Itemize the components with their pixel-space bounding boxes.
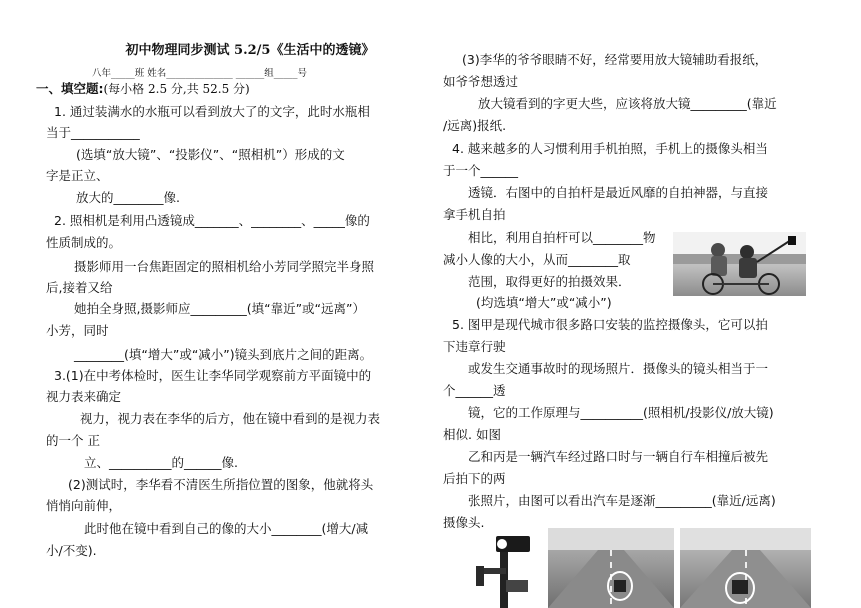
surveillance-camera-image xyxy=(466,530,546,608)
q2-line: 性质制成的。 xyxy=(46,235,122,250)
q4-line: 拿手机自拍 xyxy=(443,207,506,222)
q3-line: 小/不变). xyxy=(46,543,97,558)
q5-line: 或发生交通事故时的现场照片．摄像头的镜头相当于一 xyxy=(468,361,769,376)
q1-line: 1. 通过装满水的水瓶可以看到放大了的文字，此时水瓶相 xyxy=(54,104,370,119)
selfie-stick-photo xyxy=(673,232,806,296)
q2-line: ________(填“增大”或“减小”)镜头到底片之间的距离。 xyxy=(74,347,373,362)
q3-3-line: (3)李华的爷爷眼睛不好，经常要用放大镜辅助看报纸， xyxy=(462,52,768,67)
q5-line: 乙和丙是一辆汽车经过路口时与一辆自行车相撞后被先 xyxy=(468,449,769,464)
student-info-line: 八年_____班 姓名______________ ______组_____号 xyxy=(92,68,308,79)
q2-line: 她拍全身照,摄影师应_________(填“靠近”或“远离”） xyxy=(74,301,366,316)
q5-line: 下违章行驶 xyxy=(443,339,506,354)
q1-line: 放大的________像. xyxy=(76,190,180,205)
q3-3-line: 放大镜看到的字更大些，应该将放大镜_________(靠近 xyxy=(478,96,777,111)
q3-line: 视力表来确定 xyxy=(46,389,122,404)
q3-line: 3.(1)在中考体检时，医生让李华同学观察前方平面镜中的 xyxy=(54,368,372,383)
q1-line: (选填“放大镜”、“投影仪”、“照相机”）形成的文 xyxy=(76,147,345,162)
q4-line: 减小人像的大小，从而________取 xyxy=(443,252,631,267)
q4-line: 透镜．右图中的自拍杆是最近风靡的自拍神器，与直接 xyxy=(468,185,769,200)
q3-line: 此时他在镜中看到自己的像的大小________(增大/减 xyxy=(84,521,369,536)
section-score-note: (每小格 2.5 分,共 52.5 分) xyxy=(103,82,250,96)
q4-line: 于一个______ xyxy=(443,163,519,178)
q2-line: 后,接着又给 xyxy=(46,280,113,295)
q5-line: 镜，它的工作原理与__________(照相机/投影仪/放大镜) xyxy=(468,405,774,420)
worksheet-title: 初中物理同步测试 5.2/5《生活中的透镜》 xyxy=(125,43,375,58)
q1-line: 字是正立、 xyxy=(46,168,109,183)
traffic-photo-1 xyxy=(548,528,674,608)
q2-line: 2. 照相机是利用凸透镜成_______、________、_____像的 xyxy=(54,213,370,228)
q5-line: 张照片，由图可以看出汽车是逐渐_________(靠近/远离) xyxy=(468,493,776,508)
q3-line: 的一个 正 xyxy=(46,433,100,448)
q3-line: 立、__________的______像. xyxy=(84,455,238,470)
q4-line: (均选填“增大”或“减小”) xyxy=(476,295,612,310)
q3-line: 悄悄向前伸， xyxy=(46,498,122,513)
q3-3-line: 如爷爷想透过 xyxy=(443,74,519,89)
q4-line: 4. 越来越多的人习惯利用手机拍照，手机上的摄像头相当 xyxy=(452,141,768,156)
q2-line: 小芳，同时 xyxy=(46,323,109,338)
q5-line: 相似. 如图 xyxy=(443,427,501,442)
section-heading xyxy=(36,80,250,98)
q3-line: 视力，视力表在李华的后方，他在镜中看到的是视力表 xyxy=(80,411,381,426)
q4-line: 范围，取得更好的拍摄效果． xyxy=(468,274,631,289)
q4-line: 相比，利用自拍杆可以________物 xyxy=(468,230,656,245)
q2-line: 摄影师用一台焦距固定的照相机给小芳同学照完半身照 xyxy=(74,259,375,274)
q1-line: 当于___________ xyxy=(46,125,140,140)
traffic-photo-2 xyxy=(680,528,811,608)
q5-line: 个______透 xyxy=(443,383,506,398)
q5-line: 摄像头. xyxy=(443,515,485,530)
q5-line: 后拍下的两 xyxy=(443,471,506,486)
q3-line: (2)测试时，李华看不清医生所指位置的图象，他就将头 xyxy=(68,477,374,492)
section-label: 一、填空题: xyxy=(36,81,104,96)
q5-line: 5. 图甲是现代城市很多路口安装的监控摄像头，它可以拍 xyxy=(452,317,768,332)
q3-3-line: /远离)报纸. xyxy=(443,118,507,133)
